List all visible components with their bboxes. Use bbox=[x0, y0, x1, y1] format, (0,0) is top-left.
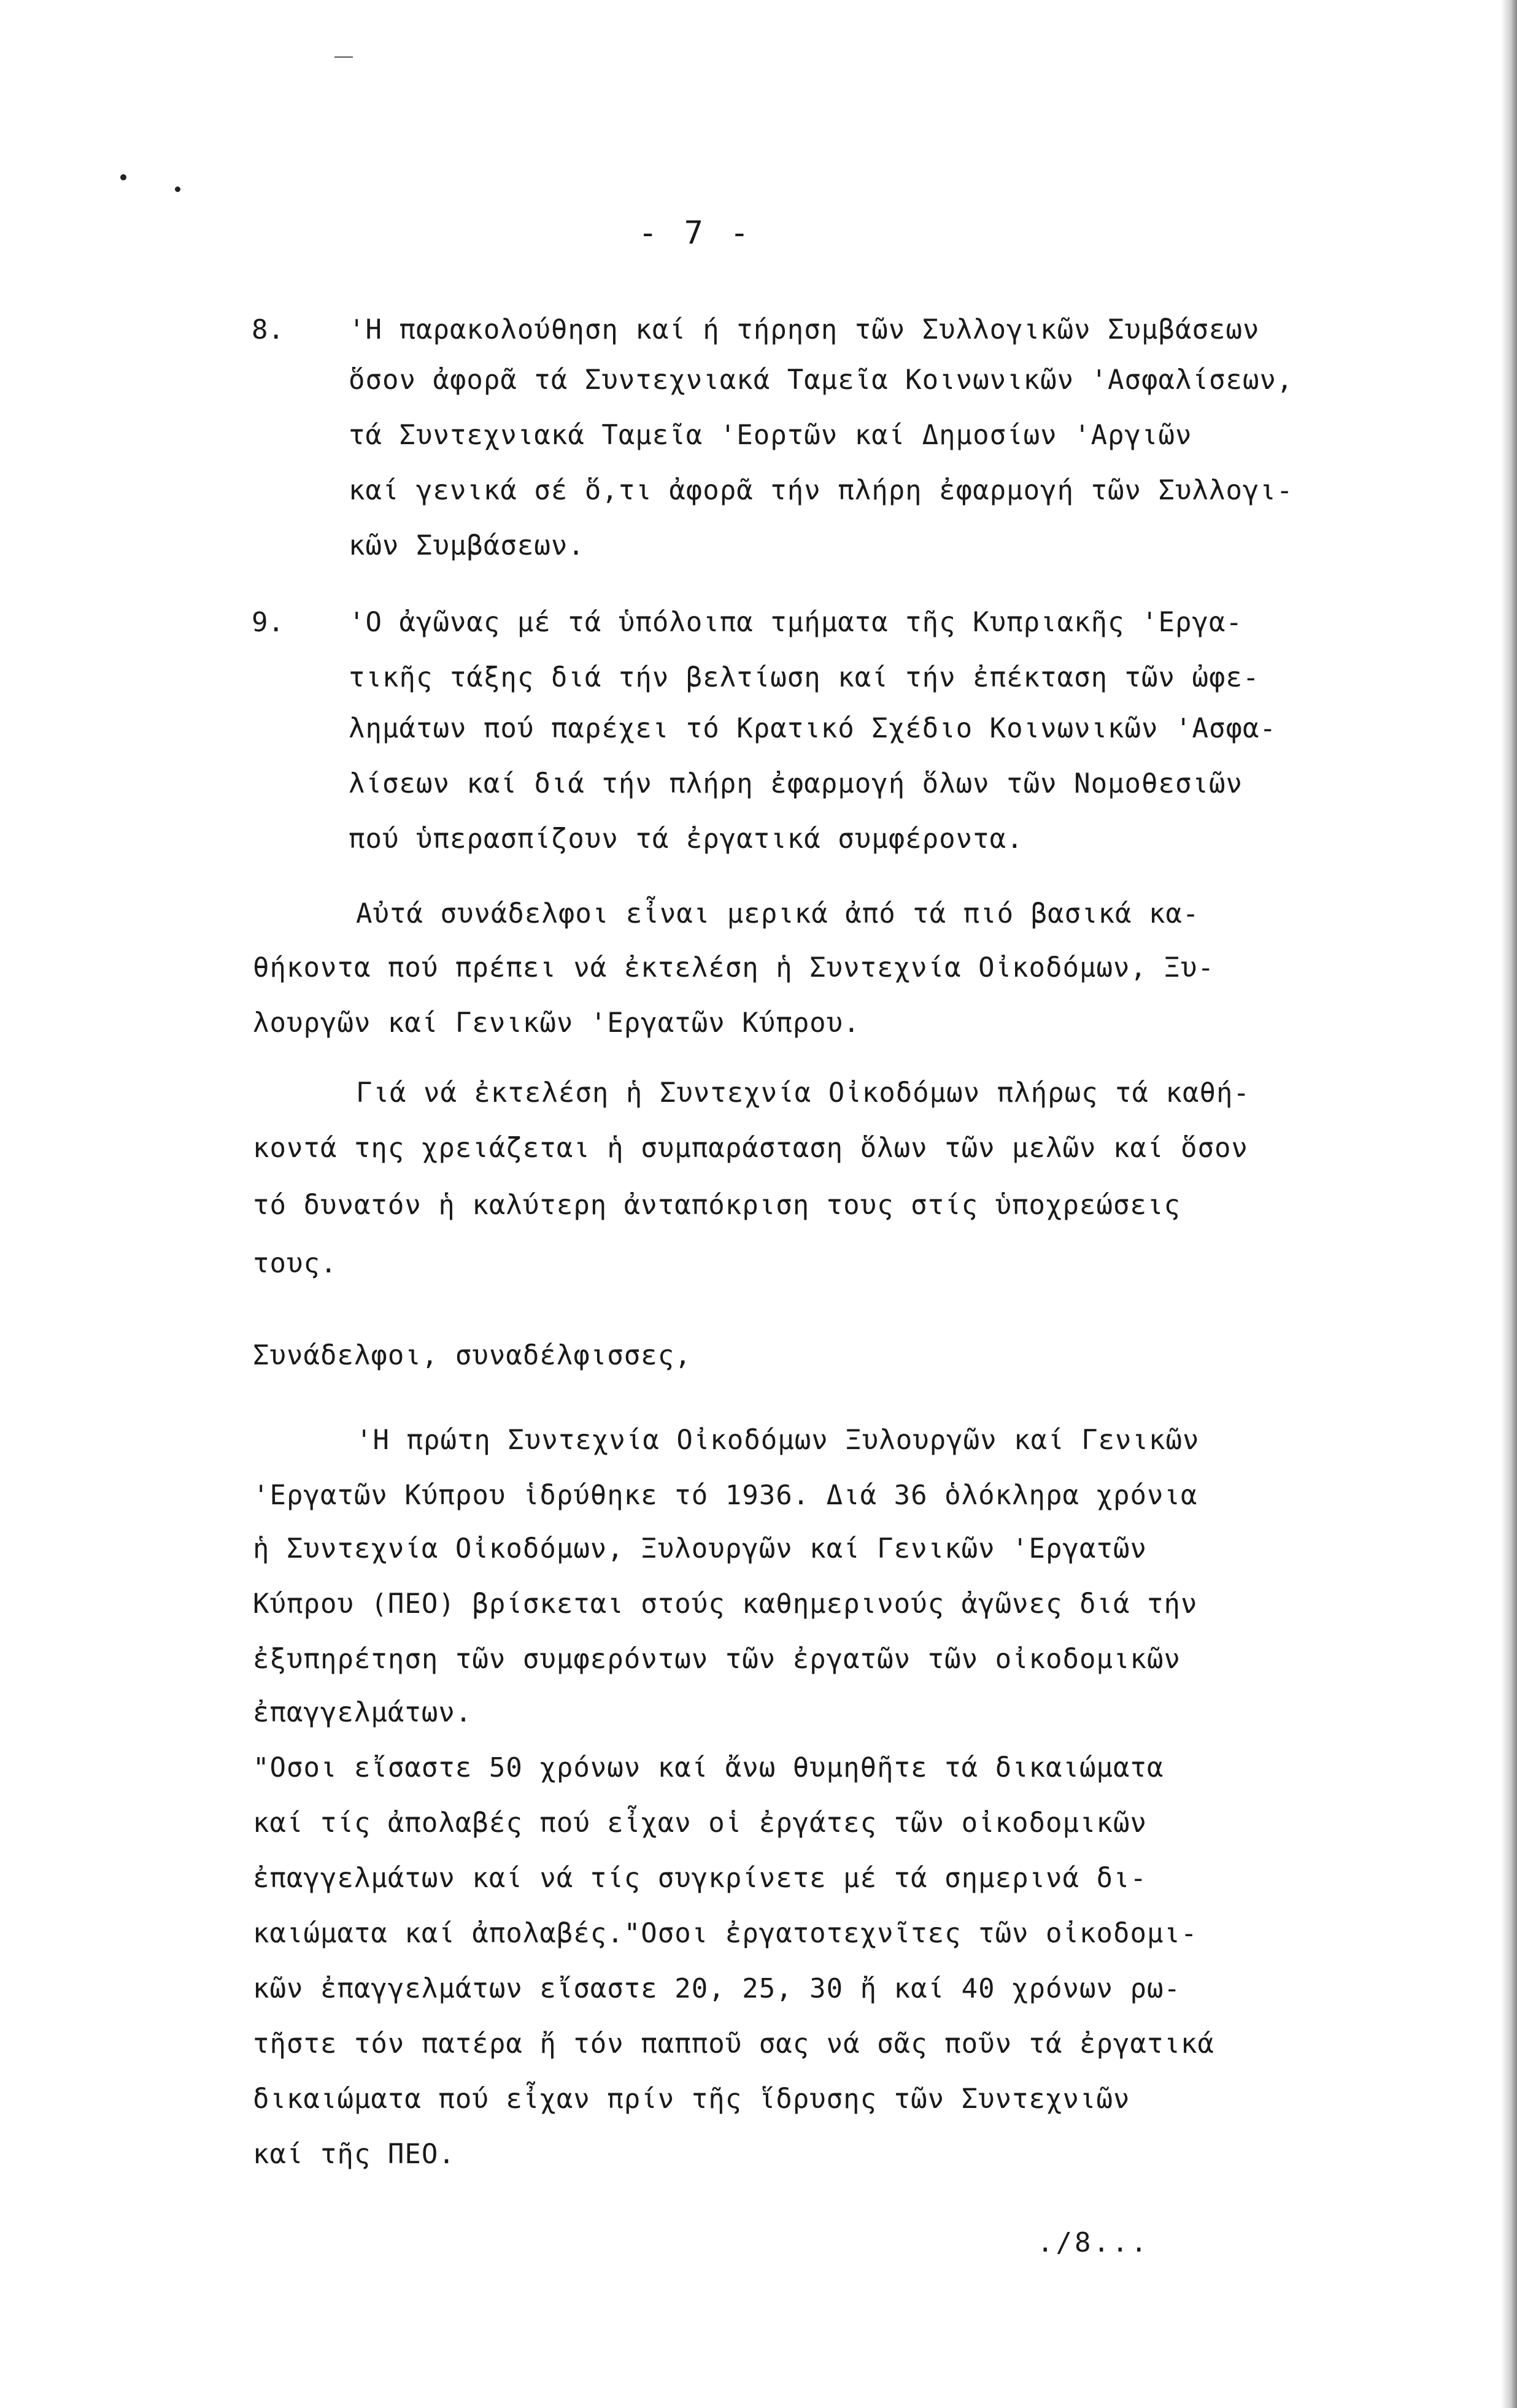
paragraph-line: Αὐτά συνάδελφοι εἶναι μερικά ἀπό τά πιό βασικά κα- bbox=[356, 898, 1200, 929]
paragraph-line: καιώματα καί ἀπολαβές."Οσοι ἐργατοτεχνῖτες τῶν οἰκοδομι- bbox=[253, 1918, 1198, 1949]
scan-speck bbox=[175, 187, 180, 192]
paragraph-line: θήκοντα πού πρέπει νά ἐκτελέση ἡ Συντεχνία Οἰκοδόμων, Ξυ- bbox=[253, 952, 1214, 983]
paragraph-line: Κύπρου (ΠΕΟ) βρίσκεται στούς καθημερινούς ἀγῶνες διά τήν bbox=[253, 1588, 1198, 1620]
item-text-line: κῶν Συμβάσεων. bbox=[349, 530, 585, 561]
paragraph-line: "Οσοι εἴσαστε 50 χρόνων καί ἄνω θυμηθῆτε τά δικαιώματα bbox=[253, 1752, 1164, 1783]
item-text-line: τικῆς τάξης διά τήν βελτίωση καί τήν ἐπέκταση τῶν ὠφε- bbox=[349, 662, 1260, 693]
paragraph-line: κῶν ἐπαγγελμάτων εἴσαστε 20, 25, 30 ἤ καί 40 χρόνων ρω- bbox=[253, 1973, 1181, 2004]
paragraph-line: κοντά της χρειάζεται ἡ συμπαράσταση ὅλων τῶν μελῶν καί ὅσον bbox=[253, 1133, 1248, 1164]
item-number: 9. bbox=[252, 607, 284, 638]
continuation-marker: ./8... bbox=[1037, 2227, 1149, 2258]
paragraph-line: ἐξυπηρέτηση τῶν συμφερόντων τῶν ἐργατῶν τῶν οἰκοδομικῶν bbox=[253, 1644, 1181, 1675]
paragraph-line: ἐπαγγελμάτων. bbox=[253, 1697, 473, 1728]
item-text-line: 'Η παρακολούθηση καί ή τήρηση τῶν Συλλογικῶν Συμβάσεων bbox=[349, 314, 1260, 345]
item-text-line: καί γενικά σέ ὅ,τι ἀφορᾶ τήν πλήρη ἐφαρμογή τῶν Συλλογι- bbox=[349, 475, 1294, 506]
item-text-line: λημάτων πού παρέχει τό Κρατικό Σχέδιο Κοινωνικῶν 'Ασφα- bbox=[349, 713, 1276, 744]
paragraph-line: 'Η πρώτη Συντεχνία Οἰκοδόμων Ξυλουργῶν καί Γενικῶν bbox=[356, 1425, 1200, 1456]
paragraph-line: τό δυνατόν ἡ καλύτερη ἀνταπόκριση τους στίς ὑποχρεώσεις bbox=[253, 1190, 1181, 1221]
item-number: 8. bbox=[252, 314, 284, 345]
scan-edge-shadow bbox=[1501, 0, 1517, 2408]
paragraph-line: ἐπαγγελμάτων καί νά τίς συγκρίνετε μέ τά σημερινά δι- bbox=[253, 1863, 1147, 1894]
paragraph-line: δικαιώματα πού εἶχαν πρίν τῆς ἵδρυσης τῶν Συντεχνιῶν bbox=[253, 2083, 1130, 2115]
item-text-line: τά Συντεχνιακά Ταμεῖα 'Εορτῶν καί Δημοσίων 'Αργιῶν bbox=[349, 420, 1192, 451]
scan-speck bbox=[120, 174, 126, 180]
item-text-line: ὅσον ἀφορᾶ τά Συντεχνιακά Ταμεῖα Κοινωνικῶν 'Ασφαλίσεων, bbox=[349, 364, 1294, 396]
paragraph-line: τους. bbox=[253, 1248, 338, 1279]
paragraph-line: λουργῶν καί Γενικῶν 'Εργατῶν Κύπρου. bbox=[253, 1007, 860, 1039]
scan-mark bbox=[334, 56, 353, 58]
paragraph-line: ἡ Συντεχνία Οἰκοδόμων, Ξυλουργῶν καί Γενικῶν 'Εργατῶν bbox=[253, 1533, 1147, 1564]
item-text-line: πού ὑπερασπίζουν τά ἐργατικά συμφέροντα. bbox=[349, 823, 1024, 855]
paragraph-line: καί τῆς ΠΕΟ. bbox=[253, 2139, 455, 2170]
paragraph-line: τῆστε τόν πατέρα ἤ τόν παπποῦ σας νά σᾶς ποῦν τά ἐργατικά bbox=[253, 2028, 1214, 2060]
item-text-line: λίσεων καί διά τήν πλήρη ἐφαρμογή ὅλων τῶν Νομοθεσιῶν bbox=[349, 768, 1243, 799]
page-number: - 7 - bbox=[638, 215, 753, 252]
item-text-line: 'Ο ἀγῶνας μέ τά ὑπόλοιπα τμήματα τῆς Κυπριακῆς 'Εργα- bbox=[349, 607, 1243, 638]
paragraph-line: 'Εργατῶν Κύπρου ἱδρύθηκε τό 1936. Διά 36 ὁλόκληρα χρόνια bbox=[253, 1480, 1198, 1511]
salutation: Συνάδελφοι, συναδέλφισσες, bbox=[253, 1340, 692, 1371]
paragraph-line: καί τίς ἀπολαβές πού εἶχαν οἱ ἐργάτες τῶν οἰκοδομικῶν bbox=[253, 1807, 1147, 1839]
paragraph-line: Γιά νά ἐκτελέση ἡ Συντεχνία Οἰκοδόμων πλήρως τά καθή- bbox=[356, 1077, 1250, 1109]
